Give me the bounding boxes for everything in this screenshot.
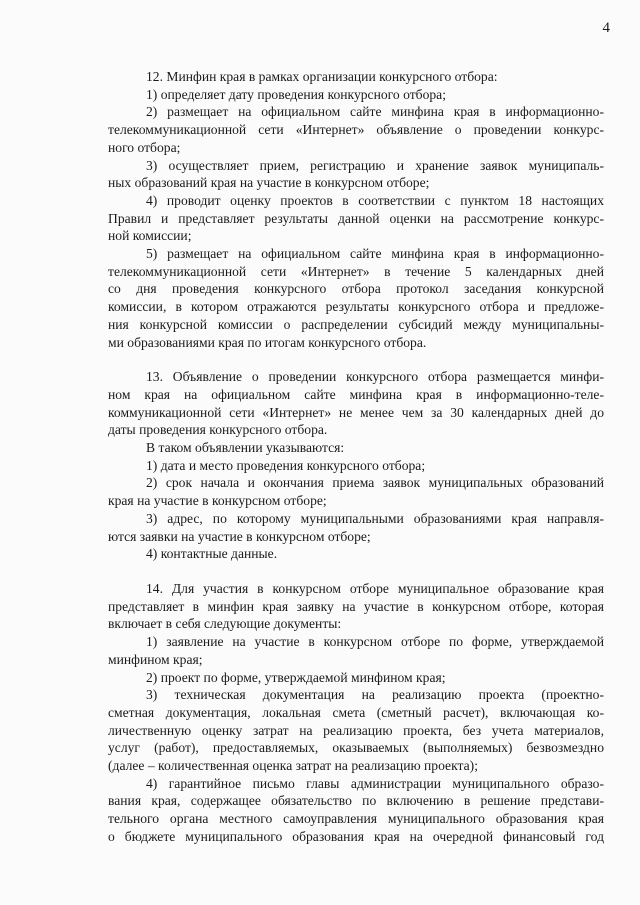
text-line: со дня проведения конкурсного отбора протокол заседания конкурсной [108,281,604,297]
text-line: сметная документация, локальная смета (сметный расчет), включающая ко- [108,704,604,720]
text-line: 2) размещает на официальном сайте минфина края в информационно- [146,104,604,120]
text-line: 3) адрес, по которому муниципальными образованиями края направля- [146,510,604,526]
text-line: ного отбора; [108,139,181,155]
text-line: (далее – количественная оценка затрат на реализацию проекта); [108,758,478,774]
text-line: 1) определяет дату проведения конкурсного отбора; [146,86,446,102]
text-line: 3) осуществляет прием, регистрацию и хранение заявок муниципаль- [146,157,604,173]
text-line: 2) срок начала и окончания приема заявок муниципальных образований [146,475,604,491]
text-line: телекоммуникационной сети «Интернет» объявление о проведении конкурс- [108,122,604,138]
text-line: 4) гарантийное письмо главы администрации муниципального образо- [146,775,604,791]
text-line: ния конкурсной комиссии о распределении субсидий между муниципальны- [108,316,604,332]
text-line: минфином края; [108,651,203,667]
page-number: 4 [602,20,610,36]
text-line: даты проведения конкурсного отбора. [108,422,328,438]
text-line: 5) размещает на официальном сайте минфина края в информационно- [146,246,604,262]
text-line: услуг (работ), предоставляемых, оказываемых (выполняемых) безвозмездно [108,740,604,756]
text-line: тельного органа местного самоуправления муниципального образования края [108,811,604,827]
text-line: ном края на официальном сайте минфина края в информационно-теле- [108,386,604,402]
text-line: комиссии, в котором отражаются результаты конкурсного отбора и предложе- [108,299,604,315]
text-line: В таком объявлении указываются: [146,440,345,456]
text-line: Правил и представляет результаты данной оценки на рассмотрение конкурс- [108,210,604,226]
text-line: 4) контактные данные. [146,546,278,562]
text-line: о бюджете муниципального образования края на очередной финансовый год [108,828,604,844]
text-line: 14. Для участия в конкурсном отборе муниципальное образование края [146,580,604,596]
text-line: включает в себя следующие документы: [108,616,342,632]
section-3 [108,580,604,846]
text-line: вания края, содержащее обязательство по включению в решение представи- [108,793,604,809]
text-line: ных образований края на участие в конкурсном отборе; [108,175,430,191]
text-line: 13. Объявление о проведении конкурсного отбора размещается минфи- [146,369,604,385]
text-line: края на участие в конкурсном отборе; [108,493,327,509]
text-line: ной комиссии; [108,228,192,244]
text-line: ми образованиями края по итогам конкурсного отбора. [108,334,427,350]
text-line: представляет в минфин края заявку на участие в конкурсном отборе, которая [108,598,604,614]
text-line: личественную оценку затрат на реализацию проекта, без учета материалов, [108,722,604,738]
section-gap [108,351,604,368]
text-line: коммуникационной сети «Интернет» не менее чем за 30 календарных дней до [108,404,604,420]
text-line: 1) заявление на участие в конкурсном отборе по форме, утверждаемой [146,634,604,650]
section-1 [108,68,604,351]
document-body [108,68,604,846]
text-line: 12. Минфин края в рамках организации конкурсного отбора: [146,69,498,84]
text-line: 1) дата и место проведения конкурсного отбора; [146,457,426,473]
text-line: ются заявки на участие в конкурсном отборе; [108,528,371,544]
text-line: 4) проводит оценку проектов в соответствии с пунктом 18 настоящих [146,192,604,208]
text-line: телекоммуникационной сети «Интернет» в течение 5 календарных дней [108,263,604,279]
text-line: 3) техническая документация на реализацию проекта (проектно- [146,687,604,703]
text-line: 2) проект по форме, утверждаемой минфином края; [146,669,446,685]
section-2 [108,368,604,563]
section-gap [108,563,604,580]
